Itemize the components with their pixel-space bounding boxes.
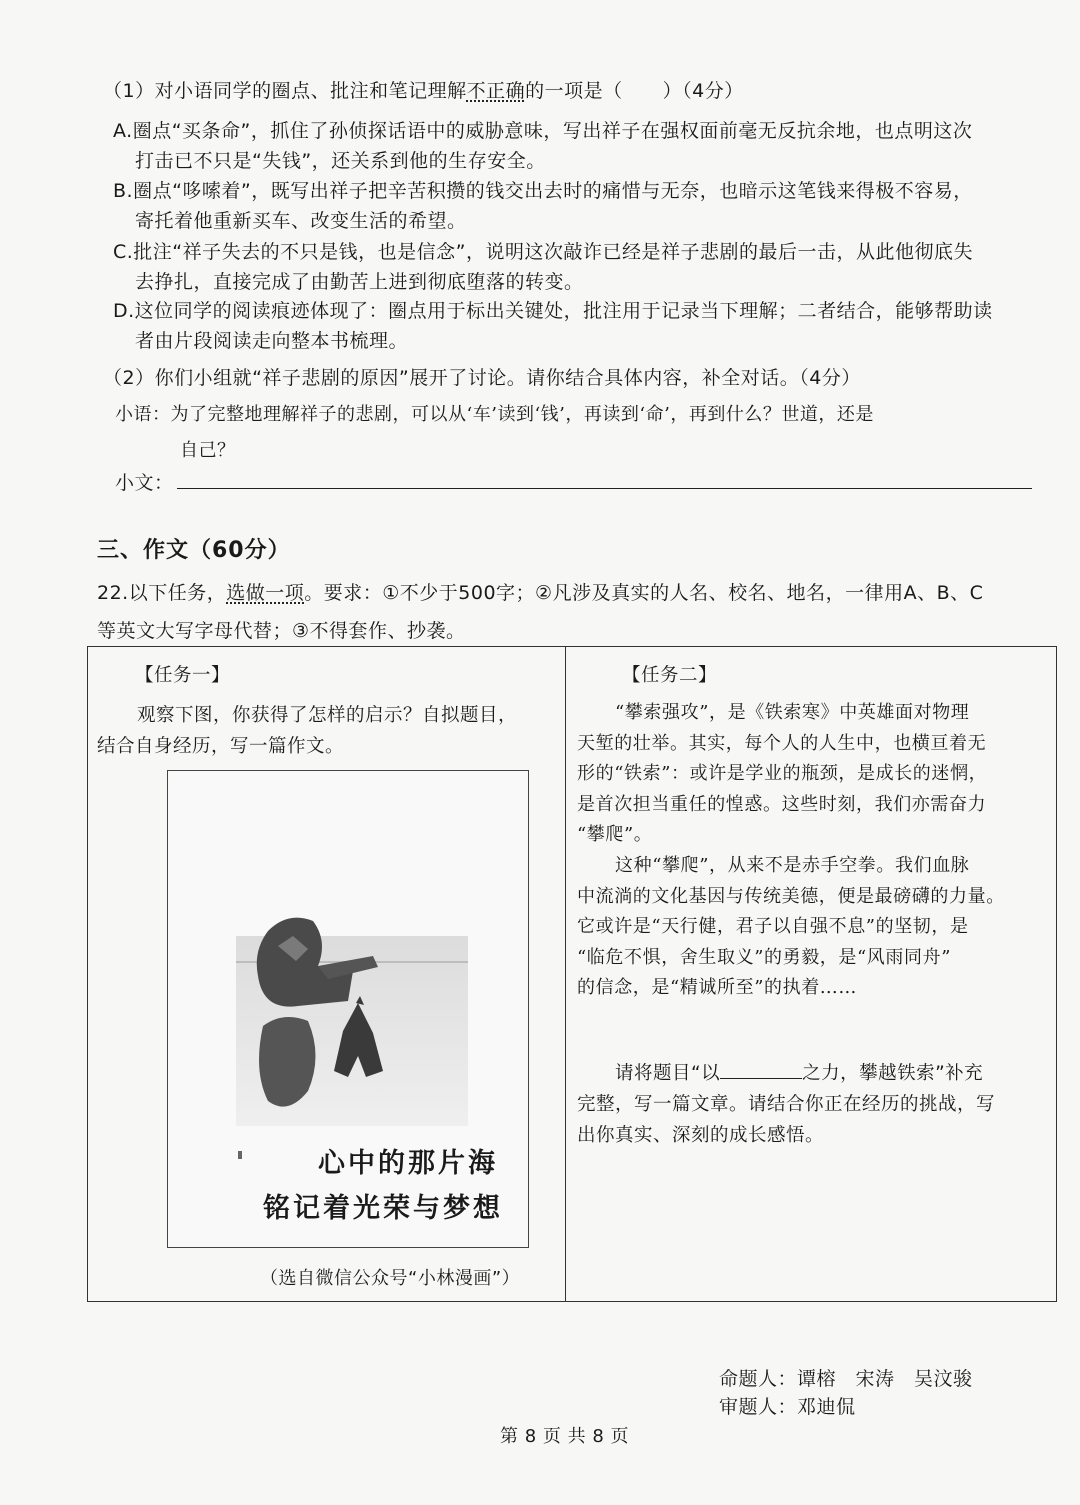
xiaoyu-line2: 自己？	[180, 440, 236, 461]
q1-stem: （1）对小语同学的圈点、批注和笔记理解不正确的一项是（ ）（4分）	[103, 80, 744, 102]
comic-caption-1: 心中的那片海	[318, 1148, 498, 1179]
task1-title: 【任务一】	[135, 665, 231, 686]
task2-para1: “攀索强攻”，是《铁索寒》中英雄面对物理 天堑的壮举。其实，每个人的人生中，也横亘着无 形的“铁索”：或许是学业的瓶颈，是成长的迷惘， 是首次担当重任的惶惑。这些时刻，我们亦需奋力 “攀爬”。	[577, 702, 988, 845]
task2-para3: 请将题目“以 之力，攀越铁索”补充 完整，写一篇文章。请结合你正在经历的挑战，写 出你真实、深刻的成长感悟。	[577, 1058, 1042, 1151]
title-fill-blank[interactable]	[720, 1060, 802, 1079]
q22-emphasis: 选做一项	[226, 582, 305, 604]
comic-source: （选自微信公众号“小林漫画”）	[260, 1268, 521, 1289]
q22-line2: 等英文大写字母代替；③不得套作、抄袭。	[97, 620, 466, 642]
page-number: 第 8 页 共 8 页	[500, 1426, 630, 1447]
comic-image	[167, 770, 529, 1248]
q22-line1: 22.以下任务，选做一项。要求：①不少于500字；②凡涉及真实的人名、校名、地名，一律用A、B、C	[97, 582, 984, 604]
comic-caption-2: 铭记着光荣与梦想	[263, 1193, 503, 1224]
task1-line1: 观察下图，你获得了怎样的启示？自拟题目，	[137, 705, 518, 726]
option-b: B.圈点“哆嗦着”，既写出祥子把辛苦积攒的钱交出去时的痛惜与无奈，也暗示这笔钱来得极不容易， 寄托着他重新买车、改变生活的希望。	[113, 180, 973, 232]
author-credit: 命题人：谭榕 宋涛 吴汶骏	[719, 1368, 973, 1390]
task1-line2: 结合自身经历，写一篇作文。	[97, 736, 345, 757]
xiaoyu-line1: 小语：为了完整地理解祥子的悲剧，可以从‘车’读到‘钱’，再读到‘命’，再到什么？世道，还是	[115, 404, 874, 425]
option-a: A.圈点“买条命”，抓住了孙侦探话语中的威胁意味，写出祥子在强权面前毫无反抗余地，也点明这次 打击已不只是“失钱”，还关系到他的生存安全。	[113, 120, 973, 172]
task-divider	[565, 647, 566, 1301]
q2-stem: （2）你们小组就“祥子悲剧的原因”展开了讨论。请你结合具体内容，补全对话。（4分）	[103, 367, 861, 389]
q1-emphasis: 不正确	[466, 80, 526, 102]
xiaowen-label: 小文：	[115, 472, 174, 494]
section-title: 三、作文（60分）	[97, 538, 291, 563]
reviewer-credit: 审题人：邓迪侃	[719, 1396, 856, 1418]
task2-title: 【任务二】	[622, 665, 718, 686]
xiaowen-answer-line[interactable]	[177, 472, 1032, 489]
option-d: D.这位同学的阅读痕迹体现了：圈点用于标出关键处，批注用于记录当下理解；二者结合，能够帮助读 者由片段阅读走向整本书梳理。	[113, 300, 993, 352]
option-c: C.批注“祥子失去的不只是钱，也是信念”，说明这次敲诈已经是祥子悲剧的最后一击，从此他彻底失 去挣扎，直接完成了由勤苦上进到彻底堕落的转变。	[113, 241, 973, 293]
task2-para2: 这种“攀爬”，从来不是赤手空拳。我们血脉 中流淌的文化基因与传统美德，便是最磅礴的力量。 它或许是“天行健，君子以自强不息”的坚韧，是 “临危不惧，舍生取义”的勇毅，是“风雨同舟” 的信念，是“精诚所至”的执着……	[577, 855, 1005, 998]
